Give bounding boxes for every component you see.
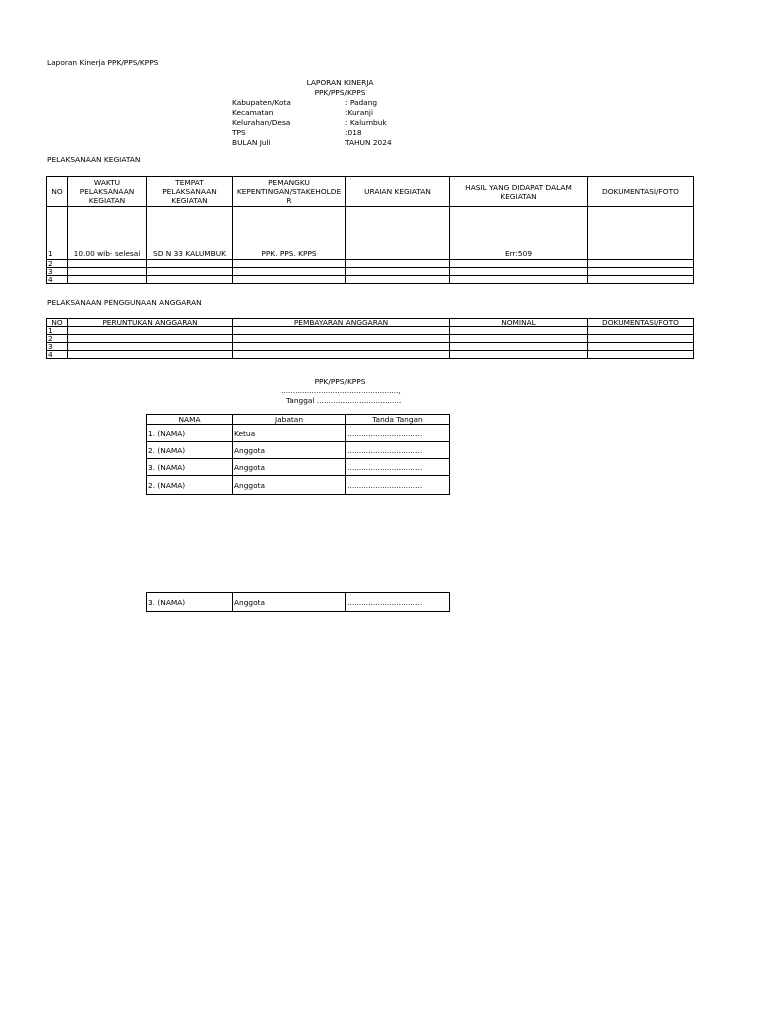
table-row (47, 335, 694, 343)
cell-tempat (147, 276, 233, 284)
kegiatan-header-row (47, 177, 694, 207)
anggaran-header-peruntukan: PERUNTUKAN ANGGARAN (68, 319, 233, 327)
cell-nama: 3. (NAMA) (147, 593, 233, 612)
table-row (147, 476, 450, 495)
table-row (47, 351, 694, 359)
kegiatan-header-dokumentasi: DOKUMENTASI/FOTO (588, 177, 694, 207)
table-row (47, 276, 694, 284)
cell-no: 2 (47, 260, 68, 268)
info-label-bulan: BULAN Juli (232, 138, 271, 147)
cell-jabatan: Anggota (233, 476, 346, 495)
info-value-kabupaten: : Padang (345, 98, 378, 107)
info-value-kelurahan: : Kalumbuk (345, 118, 387, 127)
cell-waktu (68, 276, 147, 284)
info-label-tps: TPS (232, 128, 246, 137)
kegiatan-header-pemangku: PEMANGKU KEPENTINGAN/STAKEHOLDE R (233, 177, 346, 207)
anggaran-header-pembayaran: PEMBAYARAN ANGGARAN (233, 319, 450, 327)
cell-ttd: ................................ (346, 442, 450, 459)
table-row (47, 343, 694, 351)
cell-hasil (450, 276, 588, 284)
signature-place-line: .................................................., (281, 386, 401, 395)
cell-uraian (346, 207, 450, 260)
cell-waktu (68, 268, 147, 276)
cell-ttd: ................................ (346, 476, 450, 495)
cell-jabatan: Anggota (233, 442, 346, 459)
kegiatan-header-waktu: WAKTU PELAKSANAAN KEGIATAN (68, 177, 147, 207)
report-heading: LAPORAN KINERJA (306, 78, 374, 87)
cell-no: 4 (47, 351, 68, 359)
cell-jabatan: Ketua (233, 425, 346, 442)
cell-hasil (450, 260, 588, 268)
signature-table (146, 414, 450, 495)
section-title-kegiatan: PELAKSANAAN KEGIATAN (47, 155, 141, 164)
info-label-kecamatan: Kecamatan (232, 108, 274, 117)
cell-pemangku (233, 260, 346, 268)
cell-ttd: ................................ (346, 425, 450, 442)
cell-no: 1 (47, 207, 68, 260)
table-row (47, 260, 694, 268)
cell-dokumentasi (588, 260, 694, 268)
signature-header-nama: NAMA (147, 415, 233, 425)
table-row (147, 425, 450, 442)
kegiatan-header-hasil: HASIL YANG DIDAPAT DALAM KEGIATAN (450, 177, 588, 207)
cell-jabatan: Anggota (233, 459, 346, 476)
cell-tempat (147, 268, 233, 276)
cell-pemangku (233, 276, 346, 284)
anggaran-header-nominal: NOMINAL (450, 319, 588, 327)
cell-pemangku: PPK. PPS. KPPS (233, 207, 346, 260)
cell-no: 3 (47, 343, 68, 351)
kegiatan-table (46, 176, 694, 284)
cell-no: 2 (47, 335, 68, 343)
cell-ttd: ................................ (346, 593, 450, 612)
cell-nama: 2. (NAMA) (147, 476, 233, 495)
cell-uraian (346, 268, 450, 276)
anggaran-header-row (47, 319, 694, 327)
cell-no: 4 (47, 276, 68, 284)
cell-no: 1 (47, 327, 68, 335)
section-title-anggaran: PELAKSANAAN PENGGUNAAN ANGGARAN (47, 298, 202, 307)
cell-uraian (346, 260, 450, 268)
cell-no: 3 (47, 268, 68, 276)
cell-nama: 1. (NAMA) (147, 425, 233, 442)
cell-tempat (147, 260, 233, 268)
signature-table-extra (146, 592, 450, 612)
kegiatan-header-no: NO (47, 177, 68, 207)
cell-hasil: Err:509 (450, 207, 588, 260)
table-row (147, 593, 450, 612)
anggaran-header-no: NO (47, 319, 68, 327)
cell-dokumentasi (588, 268, 694, 276)
kegiatan-header-uraian: URAIAN KEGIATAN (346, 177, 450, 207)
signature-date-line: Tanggal .................................... (286, 396, 402, 405)
kegiatan-header-tempat: TEMPAT PELAKSANAAN KEGIATAN (147, 177, 233, 207)
table-row (47, 327, 694, 335)
cell-jabatan: Anggota (233, 593, 346, 612)
table-row (47, 268, 694, 276)
cell-hasil (450, 268, 588, 276)
cell-waktu: 10.00 wib- selesai (68, 207, 147, 260)
cell-tempat: SD N 33 KALUMBUK (147, 207, 233, 260)
cell-nama: 2. (NAMA) (147, 442, 233, 459)
cell-pemangku (233, 268, 346, 276)
signature-header-row (147, 415, 450, 425)
signature-org: PPK/PPS/KPPS (314, 377, 366, 386)
table-row (147, 442, 450, 459)
info-value-tps: :018 (345, 128, 362, 137)
cell-waktu (68, 260, 147, 268)
cell-nama: 3. (NAMA) (147, 459, 233, 476)
info-label-kabupaten: Kabupaten/Kota (232, 98, 291, 107)
report-subheading: PPK/PPS/KPPS (314, 88, 366, 97)
cell-uraian (346, 276, 450, 284)
cell-dokumentasi (588, 207, 694, 260)
info-label-kelurahan: Kelurahan/Desa (232, 118, 291, 127)
signature-header-jabatan: Jabatan (233, 415, 346, 425)
document-top-title: Laporan Kinerja PPK/PPS/KPPS (47, 58, 159, 67)
cell-ttd: ................................ (346, 459, 450, 476)
cell-dokumentasi (588, 276, 694, 284)
anggaran-table (46, 318, 694, 359)
table-row (47, 207, 694, 260)
info-value-tahun: TAHUN 2024 (345, 138, 392, 147)
anggaran-header-dokumentasi: DOKUMENTASI/FOTO (588, 319, 694, 327)
info-value-kecamatan: :Kuranji (345, 108, 374, 117)
signature-header-ttd: Tanda Tangan (346, 415, 450, 425)
table-row (147, 459, 450, 476)
